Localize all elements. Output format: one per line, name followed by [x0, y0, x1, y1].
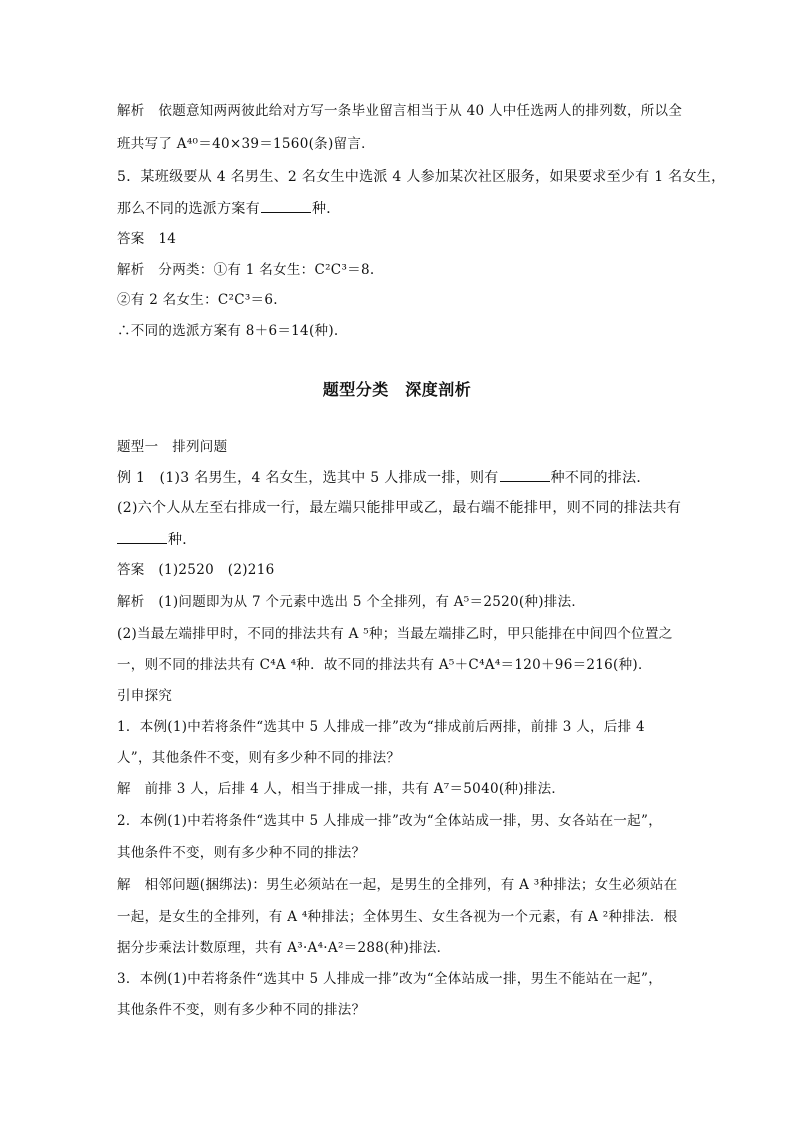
solution-line-1: 解析 依题意知两两彼此给对方写一条毕业留言相当于从 40 人中任选两人的排列数，所以全 — [117, 103, 683, 119]
extension-2-line-1: 2．本例(1)中若将条件“选其中 5 人排成一排”改为“全体站成一排，男、女各站在一起”， — [117, 813, 662, 829]
example-1-part-2-cont — [117, 529, 197, 550]
topic-title: 题型一 排列问题 — [117, 439, 228, 455]
answer-blank — [117, 529, 167, 544]
extension-2-solution-line-1: 解 相邻问题(捆绑法)：男生必须站在一起，是男生的全排列，有 A ³种排法；女生必须站在 — [117, 877, 678, 893]
example-1-text: 例 1 (1)3 名男生，4 名女生，选其中 5 人排成一排，则有 — [117, 470, 499, 486]
extension-title: 引申探究 — [117, 688, 173, 704]
solution-5-conclusion: ∴不同的选派方案有 8＋6＝14(种). — [117, 323, 339, 339]
solution-example-1-line-3: 一，则不同的排法共有 C⁴A ⁴种．故不同的排法共有 A⁵＋C⁴A⁴＝120＋96＝216(种)． — [117, 657, 652, 673]
solution-example-1-line-2: (2)当最左端排甲时，不同的排法共有 A ⁵种；当最左端排乙时，甲只能排在中间四个位置之 — [117, 626, 673, 642]
example-1-suffix: 种不同的排法． — [550, 470, 651, 486]
problem-5-line-2 — [117, 198, 341, 219]
problem-5-text: 那么不同的选派方案有 — [117, 201, 260, 217]
example-1-part-2-suffix: 种． — [168, 532, 197, 548]
answer-blank — [261, 198, 311, 213]
solution-5-line-2: ②有 2 名女生：C²C³＝6. — [117, 292, 278, 308]
problem-5-line-1: 5．某班级要从 4 名男生、2 名女生中选派 4 人参加某次社区服务，如果要求至少有 1 名女生， — [117, 169, 726, 185]
answer-blank — [500, 467, 550, 482]
extension-2-solution-line-3: 据分步乘法计数原理，共有 A³·A⁴·A²＝288(种)排法． — [117, 940, 451, 956]
extension-2-solution-line-2: 一起，是女生的全排列，有 A ⁴种排法；全体男生、女生各视为一个元素，有 A ²种排法．根 — [117, 909, 678, 925]
solution-5-line-1: 解析 分两类：①有 1 名女生：C²C³＝8. — [117, 262, 375, 278]
extension-1-line-2: 人”，其他条件不变，则有多少种不同的排法？ — [117, 750, 401, 766]
answer-example-1: 答案 (1)2520 (2)216 — [117, 562, 275, 578]
example-1-part-1 — [117, 467, 651, 488]
example-1-part-2: (2)六个人从左至右排成一行，最左端只能排甲或乙，最右端不能排甲，则不同的排法共有 — [117, 500, 682, 516]
extension-3-line-1: 3．本例(1)中若将条件“选其中 5 人排成一排”改为“全体站成一排，男生不能站在一起”， — [117, 971, 662, 987]
extension-1-solution: 解 前排 3 人，后排 4 人，相当于排成一排，共有 A⁷＝5040(种)排法． — [117, 781, 566, 797]
extension-2-line-2: 其他条件不变，则有多少种不同的排法？ — [117, 845, 366, 861]
answer-5: 答案 14 — [117, 231, 177, 247]
extension-1-line-1: 1．本例(1)中若将条件“选其中 5 人排成一排”改为“排成前后两排，前排 3 人，后排 4 — [117, 719, 645, 735]
extension-3-line-2: 其他条件不变，则有多少种不同的排法？ — [117, 1002, 366, 1018]
problem-5-suffix: 种． — [312, 201, 341, 217]
solution-example-1-line-1: 解析 (1)问题即为从 7 个元素中选出 5 个全排列，有 A⁵＝2520(种)排法． — [117, 594, 586, 610]
section-heading: 题型分类 深度剖析 — [322, 380, 472, 399]
solution-line-2: 班共写了 A⁴⁰＝40×39＝1560(条)留言． — [117, 136, 375, 152]
